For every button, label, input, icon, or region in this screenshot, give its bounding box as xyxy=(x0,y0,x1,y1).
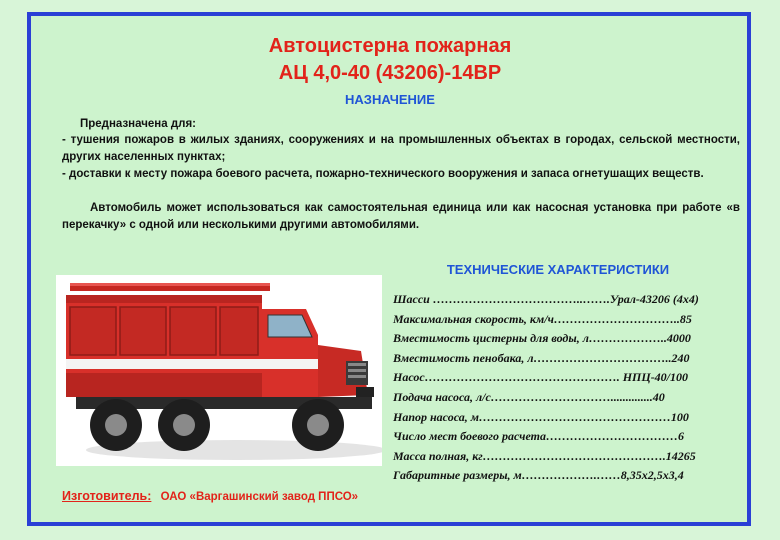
spec-pump-flow: Подача насоса, л/с…………………………..............40 xyxy=(393,389,665,404)
page-title-line1: Автоцистерна пожарная xyxy=(268,35,512,57)
spec-foam-tank: Вместимость пенобака, л……………………………..240 xyxy=(393,350,690,365)
manufacturer xyxy=(62,489,358,503)
purpose-item-2: - доставки к месту пожара боевого расчета, пожарно-технического вооружения и запаса огнетушащих веществ. xyxy=(62,168,704,180)
purpose-paragraph: Автомобиль может использоваться как самостоятельная единица или как насосная установка при работе «в перекачку» с одной или несколькими другими автомобилями. xyxy=(62,202,740,231)
spec-dimensions: Габаритные размеры, м……………….……8,35х2,5х3,4 xyxy=(393,468,684,483)
purpose-intro: Предназначена для: xyxy=(80,118,196,130)
tech-specs-list xyxy=(393,290,743,486)
fire-truck-photo xyxy=(56,275,382,466)
spec-chassis: Шасси ………………………………..…….Урал-43206 (4х4) xyxy=(393,292,699,306)
spec-water-tank: Вместимость цистерны для воды, л………………..4000 xyxy=(393,331,691,346)
tech-specs-heading: ТЕХНИЧЕСКИЕ ХАРАКТЕРИСТИКИ xyxy=(446,262,670,277)
spec-gross-mass: Масса полная, кг……………………………………….14265 xyxy=(393,448,696,463)
purpose-heading: НАЗНАЧЕНИЕ xyxy=(345,92,435,107)
spec-crew-seats: Число мест боевого расчета……………………………6 xyxy=(393,429,684,444)
manufacturer-name: ОАО «Варгашинский завод ППСО» xyxy=(160,491,359,503)
spec-max-speed: Максимальная скорость, км/ч…………………………..85 xyxy=(393,311,692,326)
page-title-line2: АЦ 4,0-40 (43206)-14ВР xyxy=(278,62,502,84)
manufacturer-label: Изготовитель: xyxy=(62,489,152,503)
spec-pump: Насос…………………………………………. НПЦ-40/100 xyxy=(393,370,689,385)
purpose-item-1: - тушения пожаров в жилых зданиях, сооружениях и на промышленных объектах в городах, сельской местности, других населенных пунктах; xyxy=(62,134,740,163)
spec-pump-head: Напор насоса, м…………………………………………100 xyxy=(393,409,689,424)
